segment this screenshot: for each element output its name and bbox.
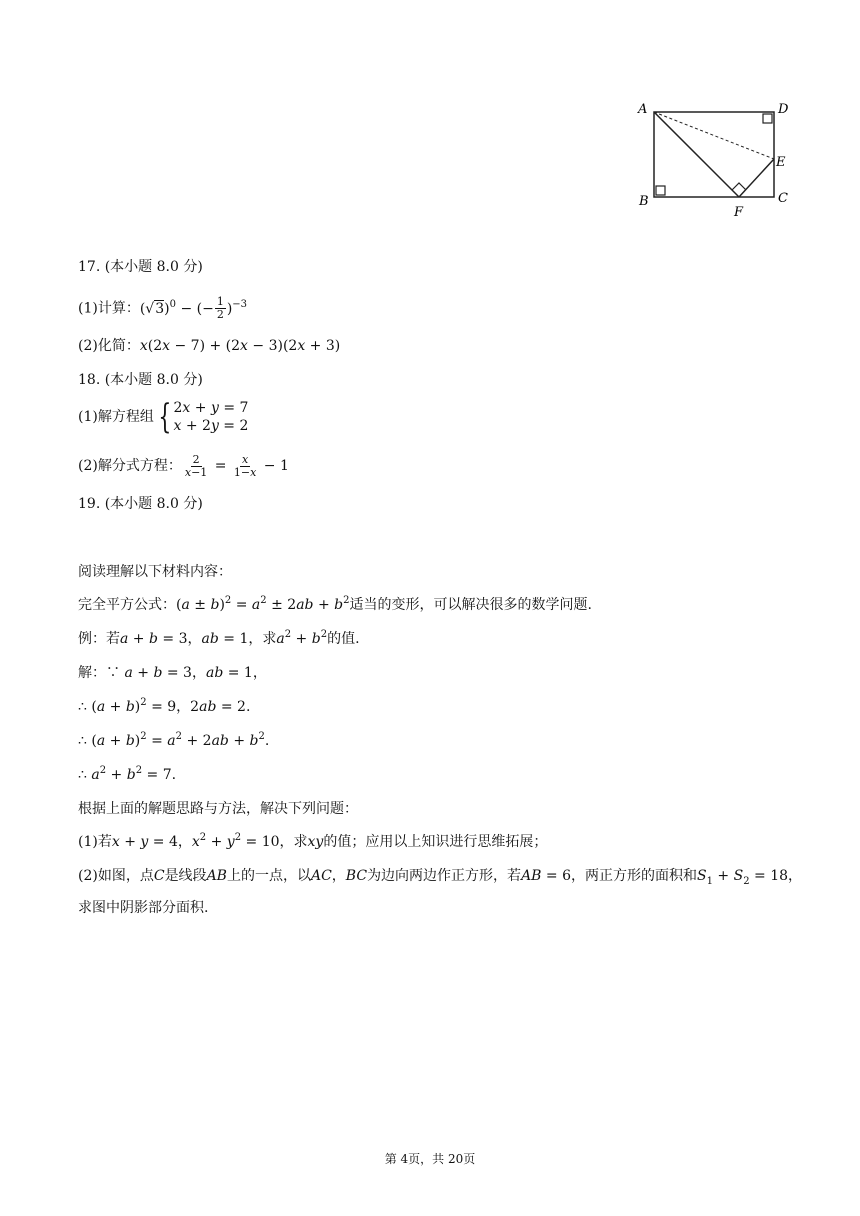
q19-part2-line2: 求图中阴影部分面积. [78, 900, 209, 916]
q19-part2-b: 是线段 [164, 868, 207, 884]
q17-header: 17. (本小题 8.0 分) [78, 259, 203, 275]
page-footer: 第 4页，共 20页 [384, 1152, 476, 1166]
q19-formula-prefix: 完全平方公式： [78, 597, 176, 613]
label-c: C [778, 191, 788, 206]
q17-part2-label: (2)化简： [78, 338, 140, 354]
q19-part1-mid: ，求 [279, 834, 308, 850]
q17-part1: (1)计算：$(√3)^0$ − (− $\frac{1}{2}$ )$^{-3}$ [78, 295, 248, 321]
q19-part1: (1)若x + y = 4，$x^2 + y^2 = 10$，求xy的值；应用以上知识进行思维拓展； [78, 832, 548, 850]
q19-solution-1: 解：∵ a + b = 3，ab = 1， [78, 665, 267, 681]
q19-example-prefix: 例：若 [78, 631, 120, 647]
q17-part2: (2)化简：x(2x − 7) + (2x − 3)(2x + 3) [78, 338, 341, 354]
label-e: E [776, 155, 786, 170]
q18-part1: (1)解方程组 { 2x + y = 7 x + 2y = 2 [78, 397, 249, 437]
segment-ae-dashed [654, 112, 774, 159]
q19-solution-2: ∴ $(a + b)^2 = 9$，2ab = 2. [78, 697, 251, 715]
q18-header: 18. (本小题 8.0 分) [78, 372, 203, 388]
right-angle-f [732, 183, 746, 190]
q19-solution-3: ∴ $(a + b)^2 = a^2 + 2ab + b^2$. [78, 731, 270, 749]
label-d: D [778, 102, 789, 117]
q18-part1-label: (1)解方程组 [78, 409, 154, 425]
label-b: B [639, 194, 649, 209]
q19-part1-prefix: (1)若 [78, 834, 112, 850]
rectangle-abcd [654, 112, 774, 197]
q19-solution-prefix: 解： [78, 665, 106, 681]
q19-header: 19. (本小题 8.0 分) [78, 496, 203, 512]
q19-formula: 完全平方公式：$(a \pm b)^2 = a^2 \pm 2ab + b^2$适当的变形，可以解决很多的数学问题. [78, 595, 592, 613]
q19-part2-e: ，两正方形的面积和 [571, 868, 698, 884]
q19-part1-suffix: 的值；应用以上知识进行思维拓展； [323, 834, 548, 850]
segment-af [654, 112, 739, 197]
q19-part2: (2)如图，点C是线段AB上的一点，以AC，BC为边向两边作正方形，若AB = 6，两正方形的面积和$S_1 + S_2 = 18$， [78, 868, 803, 887]
q19-example-mid: ，求 [248, 631, 277, 647]
segment-fe [739, 159, 774, 197]
label-f: F [734, 205, 744, 220]
rectangle-figure [634, 96, 794, 220]
q19-part2-a: (2)如图，点 [78, 868, 154, 884]
q19-example-suffix: 的值. [327, 631, 360, 647]
q18-part2-label: (2)解分式方程： [78, 458, 182, 474]
q19-solution-4: ∴ $a^2 + b^2 = 7$. [78, 765, 177, 783]
q19-intro: 阅读理解以下材料内容： [78, 564, 232, 580]
q19-part2-c: 上的一点，以 [226, 868, 311, 884]
q19-method: 根据上面的解题思路与方法，解决下列问题： [78, 801, 358, 817]
q19-part2-d: 为边向两边作正方形，若 [367, 868, 522, 884]
q18-part2: (2)解分式方程： $\frac{2}{x-1}$ = $\frac{x}{1-x}$ − 1 [78, 452, 289, 479]
q17-part1-label: (1)计算： [78, 300, 140, 317]
right-angle-d [763, 114, 772, 123]
q19-example: 例：若a + b = 3，ab = 1，求$a^2 + b^2$的值. [78, 629, 360, 647]
right-angle-b [656, 186, 665, 195]
label-a: A [638, 102, 648, 117]
q19-formula-suffix: 适当的变形，可以解决很多的数学问题. [349, 597, 592, 613]
